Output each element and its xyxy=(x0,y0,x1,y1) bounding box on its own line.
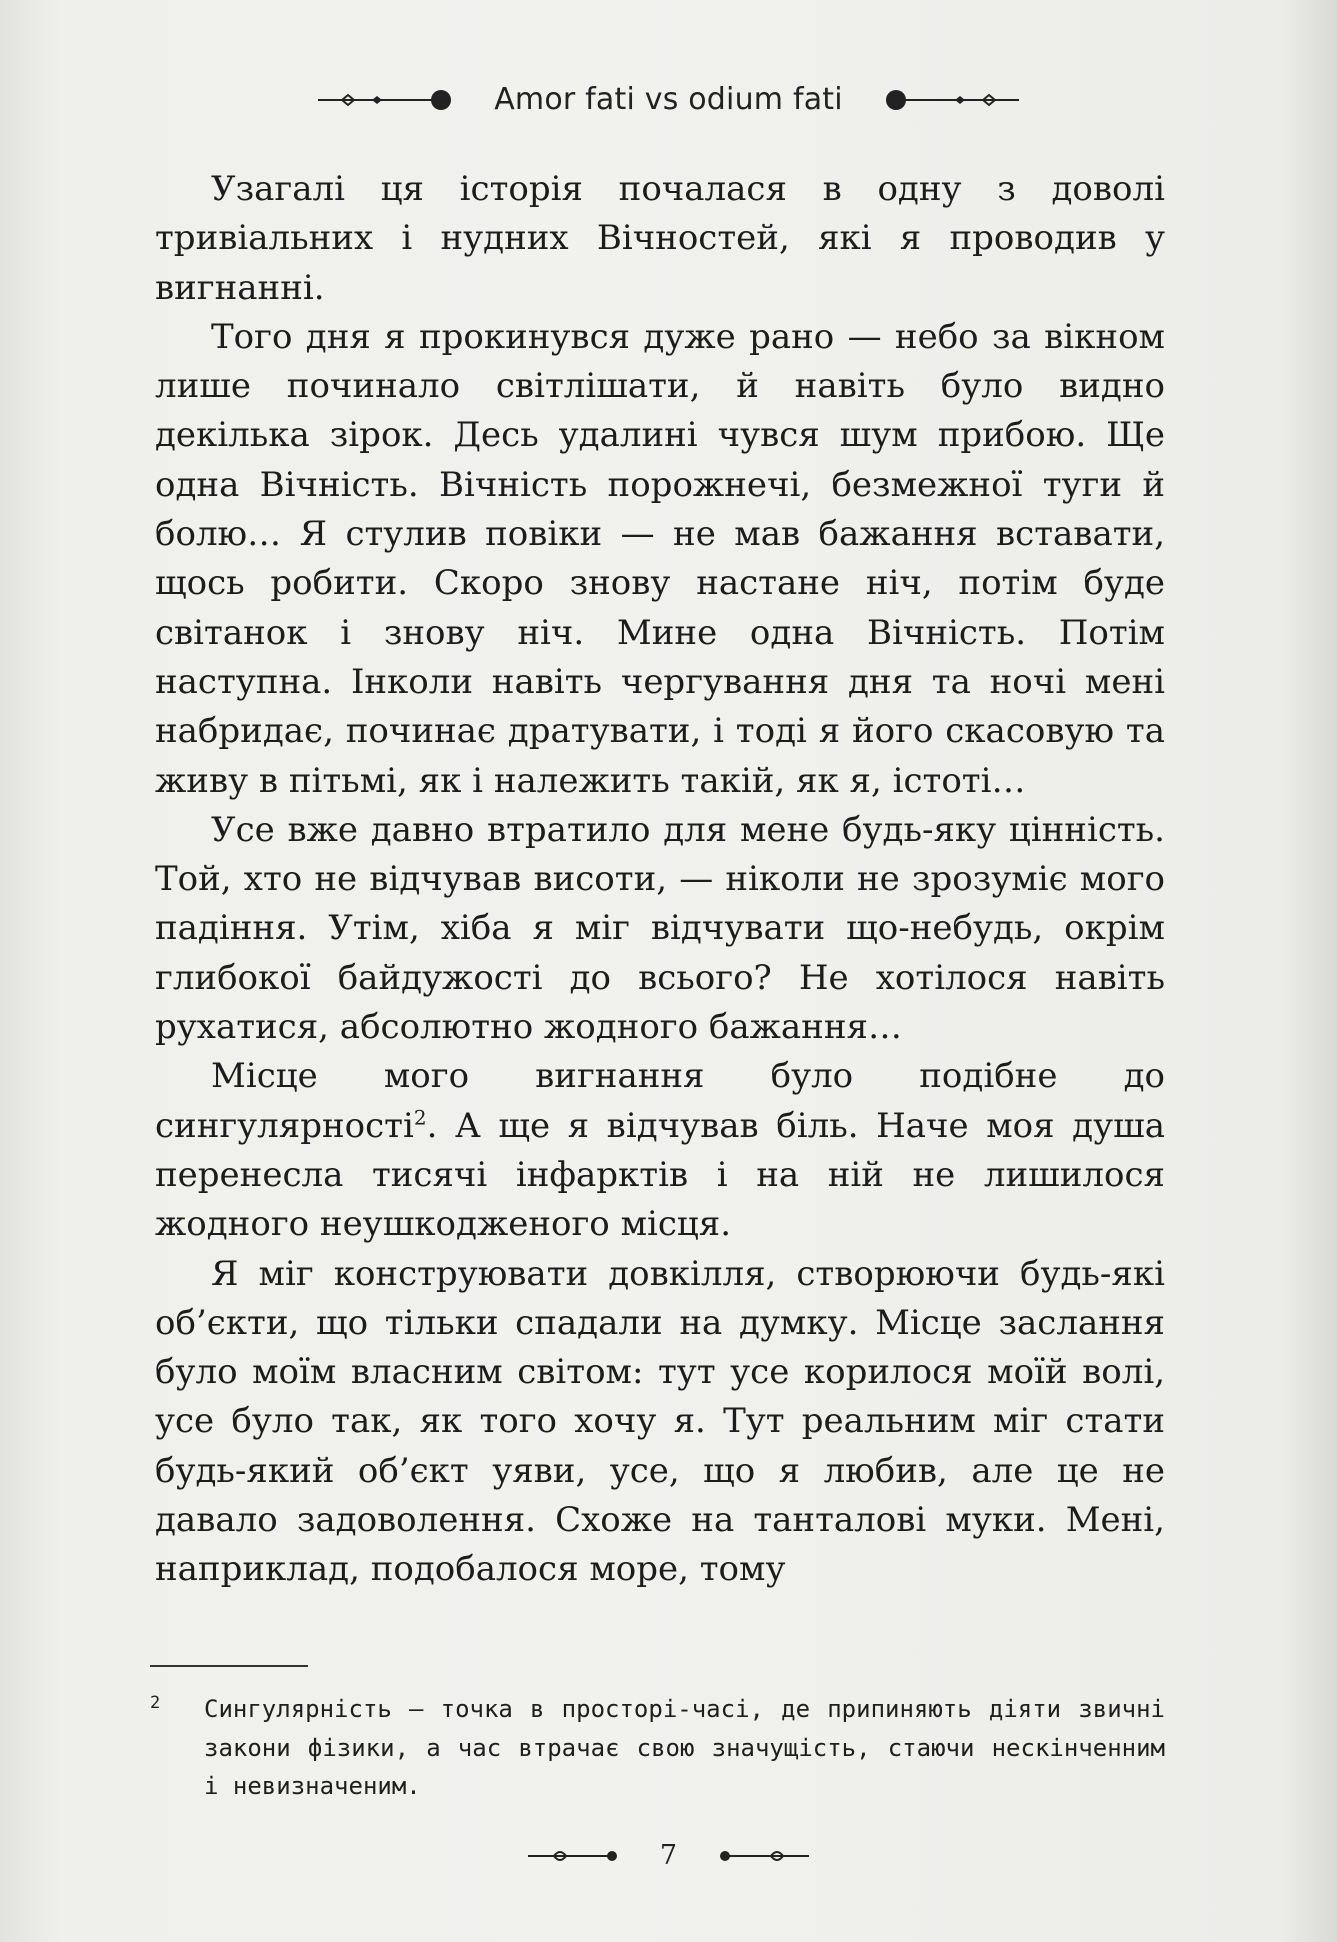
running-head xyxy=(0,82,1337,117)
body-text xyxy=(155,165,1165,1595)
running-head-title: Amor fati vs odium fati xyxy=(494,82,843,117)
left-ornament-icon xyxy=(314,88,454,112)
paragraph-4-text-start: Місце мого вигнання було подібне до сингулярності xyxy=(155,1056,1165,1146)
footer-left-ornament-icon xyxy=(524,1846,624,1866)
paragraph-3: Усе вже давно втратило для мене будь-яку цінність. Той, хто не відчував висоти, — ніколи не зрозуміє мого падіння. Утім, хіба я міг відчувати що-небудь, окрім глибокої байдужості до всього? Не хотілося навіть рухатися, абсолютно жодного бажання… xyxy=(155,809,1165,1048)
paragraph-2: Того дня я прокинувся дуже рано — небо за вікном лише починало світлішати, й навіть було видно декілька зірок. Десь удалині чувся шум прибою. Ще одна Вічність. Вічність порожнечі, безмежної туги й болю… Я стулив повіки — не мав бажання вставати, щось робити. Скоро знову настане ніч, потім буде світанок і знову ніч. Мине одна Вічність. Потім наступна. Інколи навіть чергування дня та ночі мені набридає, починає дратувати, і тоді я його скасовую та живу в пітьмі, як і належить такій, як я, істоті… xyxy=(155,316,1165,801)
footnote-divider xyxy=(150,1665,308,1667)
right-ornament-icon xyxy=(883,88,1023,112)
paragraph-4-text-end: . А ще я відчував біль. Наче моя душа перенесла тисячі інфарктів і на ній не лишилося жодного неушкодженого місця. xyxy=(155,1105,1165,1245)
paragraph-4 xyxy=(155,1052,1165,1249)
footnote-reference[interactable]: 2 xyxy=(413,1105,427,1130)
paragraph-5: Я міг конструювати довкілля, створюючи будь-які об’єкти, що тільки спадали на думку. Місце заслання було моїм власним світом: тут усе корилося моїй волі, усе було так, як того хочу я. Тут реальним міг стати будь-який об’єкт уяви, усе, що я любив, але це не давало задоволення. Схоже на танталові муки. Мені, наприклад, подобалося море, тому xyxy=(155,1253,1165,1590)
footer-right-ornament-icon xyxy=(713,1846,813,1866)
footnote-mark: 2 xyxy=(150,1693,161,1713)
footnote-text: Сингулярність — точка в просторі-часі, де припиняють діяти звичні закони фізики, а час втрачає свою значущість, стаючи нескінченним і невизначеним. xyxy=(204,1695,1165,1800)
page-number: 7 xyxy=(659,1840,678,1871)
page-footer xyxy=(0,1840,1337,1871)
paragraph-1: Узагалі ця історія почалася в одну з доволі тривіальних і нудних Вічностей, які я проводив у вигнанні. xyxy=(155,169,1165,308)
footnote xyxy=(150,1690,1165,1806)
